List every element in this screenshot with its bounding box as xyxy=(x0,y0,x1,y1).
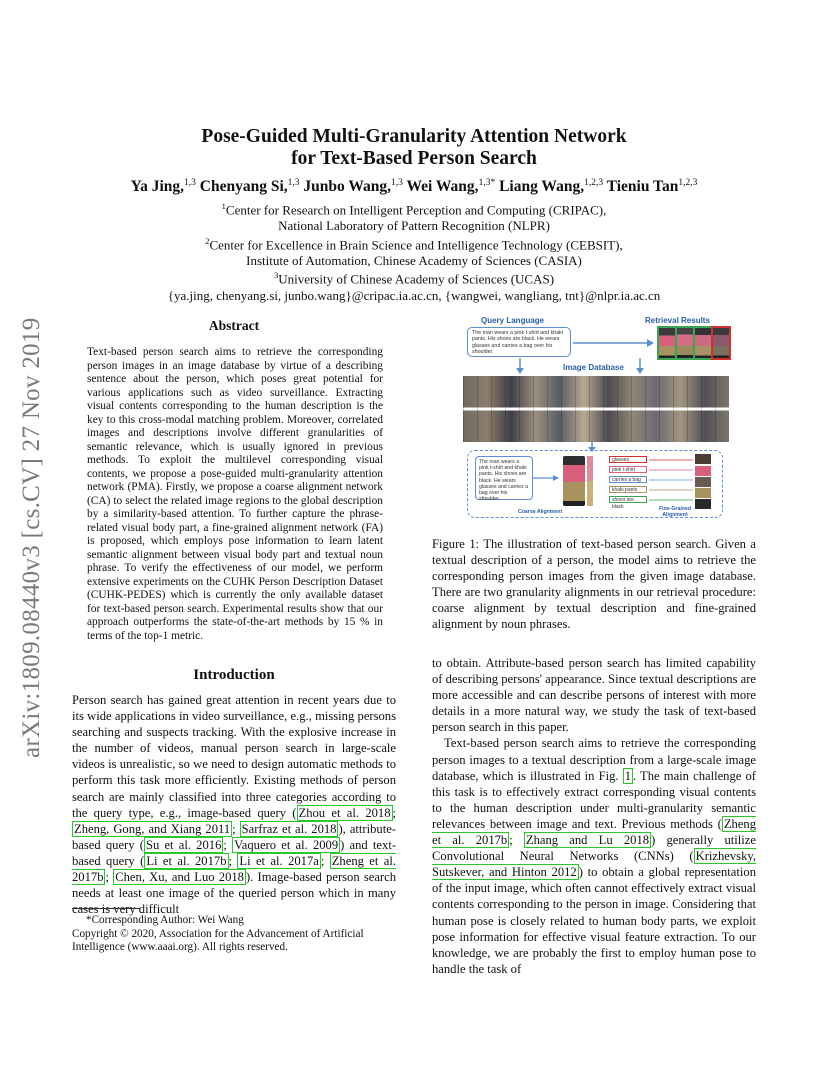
citation-link[interactable]: Zhang and Lu 2018 xyxy=(525,833,650,848)
figure-1 xyxy=(463,316,729,524)
affil-marker: 3 xyxy=(273,270,279,281)
affil-text: {ya.jing, chenyang.si, junbo.wang}@cripac.ia.ac.cn, {wangwei, wangliang, tnt}@nlpr.ia.ac.cn xyxy=(167,287,661,303)
citation-link[interactable]: Su et al. 2016 xyxy=(145,837,222,852)
author-name: Liang Wang, xyxy=(495,178,585,196)
phrase-tag: carries a bag xyxy=(609,476,647,483)
affiliation-line xyxy=(0,234,828,253)
citation-link[interactable]: Krizhevsky, Sutskever, and Hinton 2012 xyxy=(432,849,756,880)
person-image xyxy=(563,456,585,506)
citation-link[interactable]: Li et al. 2017a xyxy=(239,853,319,868)
affil-marker: 2 xyxy=(205,235,210,246)
abstract-heading: Abstract xyxy=(208,318,260,333)
body-part-image xyxy=(695,477,711,487)
retrieval-result-image xyxy=(695,328,711,358)
body-text: ) and text-based query ( xyxy=(72,837,397,868)
citation-link[interactable]: Vaquero et al. 2009 xyxy=(234,837,339,852)
author-affil: 1,3 xyxy=(287,178,300,188)
body-text: ; xyxy=(105,870,114,885)
author-list xyxy=(0,178,828,196)
retrieval-result-image xyxy=(659,328,675,358)
description-box xyxy=(475,456,533,503)
figure-ref-link[interactable]: 1 xyxy=(624,768,631,783)
arrow-down-icon xyxy=(515,358,525,374)
intro-paragraph-continued: to obtain. Attribute-based person search has limited capability of describing persons' appearance. Since textual descriptions are more accessible and can describe persons of interest with more details in a more natural way, we study the task of text-based person search in this paper. xyxy=(432,656,756,735)
arrow-down-icon xyxy=(635,358,645,374)
affiliation-line xyxy=(0,253,828,269)
author-name: Wei Wang, xyxy=(402,178,479,196)
author-name: Tieniu Tan xyxy=(603,178,679,196)
body-text: ) generally utilize Convolutional Neural Networks (CNNs) ( xyxy=(432,833,756,864)
arrow-right-icon xyxy=(573,338,655,348)
author-affil: 1,2,3 xyxy=(584,178,604,188)
body-text: ; xyxy=(232,821,240,836)
affiliations xyxy=(0,199,828,303)
retrieval-result-image xyxy=(677,328,693,358)
retrieval-results-label: Retrieval Results xyxy=(645,316,710,325)
paper-title xyxy=(0,126,828,170)
figure-caption: Figure 1: The illustration of text-based person search. Given a textual description of a person, the model aims to retrieve the corresponding person images from the given image database. There are two granularity alignments in our retrieval procedure: coarse alignment by textual description and fine-grained alignment by noun phrases. xyxy=(432,537,756,632)
citation-link[interactable]: Zhou et al. 2018 xyxy=(298,805,391,820)
intro-right-column xyxy=(432,655,756,977)
title-line-1: Pose-Guided Multi-Granularity Attention Network xyxy=(201,126,627,147)
citation-link[interactable]: Zheng, Gong, and Xiang 2011 xyxy=(74,821,231,836)
citation-link[interactable]: Li et al. 2017b xyxy=(146,853,227,868)
author-affil: 1,3* xyxy=(478,178,496,188)
attention-map xyxy=(587,456,593,506)
affil-text: University of Chinese Academy of Sciences (UCAS) xyxy=(278,271,555,287)
body-text: Person search has gained great attention in recent years due to its wide applications in video surveillance, e.g., missing persons searching and suspects tracking. With the explosive increase in the number of videos, manual person search in large-scale videos is unrealistic, so we need to design automatic methods to perform this task more efficiently. Existing methods of person search are mainly classified into three categories according to the query type, e.g., image-based query ( xyxy=(72,693,396,820)
arrow-right-icon xyxy=(533,474,559,482)
body-text: ; xyxy=(320,853,330,868)
intro-paragraph-1 xyxy=(72,692,396,917)
phrase-tag: shoes are black xyxy=(609,496,647,503)
body-part-image xyxy=(695,454,711,464)
affil-text: Center for Research on Intelligent Perception and Computing (CRIPAC), xyxy=(225,202,607,218)
footnote xyxy=(72,914,402,955)
author-name: Ya Jing, xyxy=(130,178,185,196)
affil-text: Institute of Automation, Chinese Academy of Sciences (CASIA) xyxy=(246,252,582,268)
phrase-tag: khaki pants xyxy=(609,486,647,493)
phrase-connector xyxy=(649,456,695,506)
body-text: Text-based person search aims to retrieve the corresponding person images to a textual description from a large-scale image database, which is illustrated in Fig. xyxy=(432,736,756,783)
body-text: ; xyxy=(228,853,238,868)
author-affil: 1,3 xyxy=(184,178,196,188)
body-text: ; xyxy=(392,805,397,820)
body-text: ). Image-based person search needs at least one image of the queried person which in many cases is very difficult xyxy=(72,870,397,917)
retrieval-result-image xyxy=(713,328,729,358)
introduction-heading: Introduction xyxy=(193,667,275,683)
query-language-label: Query Language xyxy=(481,316,545,325)
image-database-grid xyxy=(463,376,729,442)
footnote-rule xyxy=(72,908,140,909)
author-emails xyxy=(0,288,828,304)
copyright-note: Copyright © 2020, Association for the Advancement of Artificial Intelligence (www.aaai.org). All rights reserved. xyxy=(72,927,364,954)
body-part-image xyxy=(695,466,711,476)
fine-alignment-label: Fine-Grained Alignment xyxy=(659,506,691,519)
body-text: . The main challenge of this task is to effectively extract corresponding visual contents to the human description under multi-granularity semantic relevances between image and text. Previous methods ( xyxy=(432,768,756,831)
query-text-box: The man wears a pink t-shirt and khaki pants. His shoes are black. He wears glasses and carries a bag over his shoulder. xyxy=(467,327,571,357)
corresponding-author-note: *Corresponding Author: Wei Wang xyxy=(86,914,244,926)
body-text: ; xyxy=(223,837,233,852)
body-text: ; xyxy=(509,833,524,848)
author-name: Chenyang Si, xyxy=(195,178,288,196)
body-text: ) to obtain a global representation of the input image, which often cannot effectively extract visual contents corresponding to the person in image. Considering that human pose is closely related to human body parts, we exploit pose information for effective visual feature extraction. To our knowledge, we are probably the first to employ human pose to handle the task of xyxy=(432,865,756,976)
citation-link[interactable]: Chen, Xu, and Luo 2018 xyxy=(115,870,244,885)
abstract-body: Text-based person search aims to retrieve the corresponding person images in an image database by virtue of a describing sentence about the person, which poses great potential for various applications such as video surveillance. Extracting visual contents corresponding to the human description is the key to this cross-modal matching problem. Moreover, correlated images and descriptions involve different granularities of semantic relevance, which is usually ignored in previous methods. To exploit the multilevel corresponding visual contents, we propose a pose-guided multi-granularity attention network (PMA). Firstly, we propose a coarse alignment network (CA) to select the related image regions to the global description by a similarity-based attention. To further capture the phrase-related visual body part, a fine-grained alignment network (FA) is proposed, which employs pose information to learn latent semantic alignment between visual body part and textual noun phrase. To verify the effectiveness of our model, we perform extensive experiments on the CUHK Person Description Dataset (CUHK-PEDES) which is currently the only available dataset for text-based person search. Experimental results show that our approach outperforms the state-of-the-art methods by 15 % in terms of the top-1 metric. xyxy=(87,346,383,642)
title-line-2: for Text-Based Person Search xyxy=(291,148,537,169)
citation-link[interactable]: Sarfraz et al. 2018 xyxy=(241,821,337,836)
affiliation-line xyxy=(0,268,828,287)
affil-marker: 1 xyxy=(221,201,226,211)
coarse-alignment-label: Coarse Alignment xyxy=(518,509,563,515)
citation-link[interactable]: Zheng et al. 2017b xyxy=(72,853,397,885)
affil-text: National Laboratory of Pattern Recognition (NLPR) xyxy=(278,218,550,234)
intro-paragraph-2 xyxy=(432,735,756,976)
affiliation-line xyxy=(0,199,828,218)
citation-link[interactable]: Zheng et al. 2017b xyxy=(432,816,756,848)
description-text: The man wears a pink t-shirt and khaki pants. His shoes are black. He wears glasses and carries a bag over his shoulder. xyxy=(479,459,529,503)
author-affil: 1,2,3 xyxy=(678,178,698,188)
phrase-tag: glasses xyxy=(609,456,647,463)
body-text: ), attribute-based query ( xyxy=(72,821,396,852)
phrase-tag: pink t-shirt xyxy=(609,466,647,473)
body-part-image xyxy=(695,488,711,498)
arxiv-identifier: arXiv:1809.08440v3 [cs.CV] 27 Nov 2019 xyxy=(18,317,45,758)
affil-text: Center for Excellence in Brain Science and Intelligence Technology (CEBSIT), xyxy=(209,237,623,253)
author-affil: 1,3 xyxy=(391,178,403,188)
body-part-image xyxy=(695,499,711,509)
image-database-label: Image Database xyxy=(563,363,624,372)
author-name: Junbo Wang, xyxy=(299,178,392,196)
affiliation-line xyxy=(0,218,828,234)
